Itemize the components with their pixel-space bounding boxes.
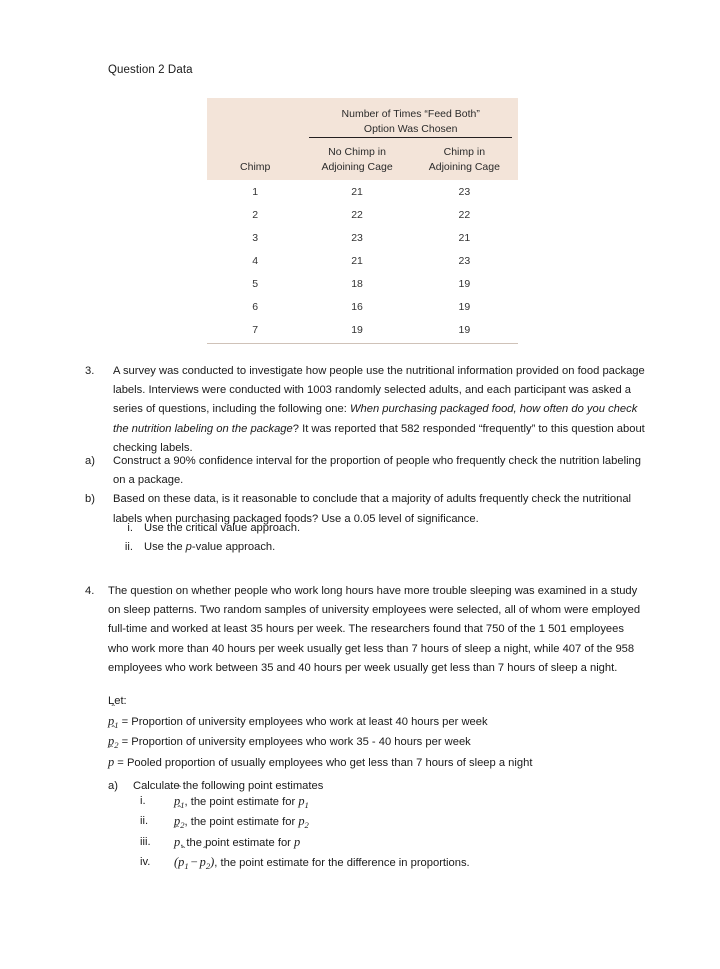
difference-expression: ( $p_1$ − $p_2$) <box>174 855 214 869</box>
let-label: Let: <box>108 695 127 707</box>
cell-no-chimp-adjoining: 21 <box>351 254 363 267</box>
p-hat-2-letter: p <box>108 734 115 748</box>
question-3-text <box>113 362 645 458</box>
table-row <box>207 272 518 295</box>
p-hat-1-symbol <box>174 792 185 812</box>
question-3-subpart-ii <box>104 538 649 557</box>
estimate-ii-text <box>174 812 660 832</box>
table-spanning-header-row <box>207 107 518 140</box>
p-hat-2-subscript: 2 <box>205 861 211 872</box>
table-row <box>207 249 518 272</box>
p-hat-2-letter: p <box>174 814 181 829</box>
estimate-ii-marker: ii. <box>140 815 149 828</box>
question-3-subpart-i-marker: i. <box>127 522 133 534</box>
cell-no-chimp-adjoining: 23 <box>351 231 363 244</box>
question-4-part-a-marker: a) <box>108 780 118 792</box>
spanning-header-line1: Number of Times “Feed Both” <box>341 108 480 120</box>
spanning-header-spacer <box>207 107 303 140</box>
p-1-letter: p <box>298 794 305 808</box>
p-hat-pooled-symbol <box>108 753 114 773</box>
question-3-subpart-ii-marker: ii. <box>124 541 133 554</box>
table-header-region <box>207 98 518 180</box>
cell-no-chimp-adjoining: 19 <box>351 323 363 336</box>
p-2-target <box>298 814 309 831</box>
spanning-header-rule <box>309 137 512 138</box>
column-header-no-chimp-adjoining <box>303 140 410 180</box>
p-hat-2-symbol: $p_2$ <box>199 855 211 872</box>
question-3-part-b-marker: b) <box>85 493 95 506</box>
page-title: Question 2 Data <box>108 64 193 76</box>
question-3-parts <box>85 452 645 529</box>
question-3 <box>85 362 645 458</box>
cell-chimp: 4 <box>252 254 259 267</box>
estimate-i-label: , the point estimate for <box>184 796 299 808</box>
p-2-letter: p <box>298 814 305 829</box>
question-3-part-a <box>85 452 645 490</box>
p-hat-2-subscript: 2 <box>114 740 119 750</box>
cell-chimp-adjoining: 21 <box>458 231 471 244</box>
p-hat-1-letter: p <box>108 713 115 728</box>
cell-chimp-adjoining: 19 <box>458 277 471 290</box>
question-4-definitions <box>108 692 668 773</box>
cell-chimp-adjoining: 23 <box>458 254 471 267</box>
estimate-iii <box>140 833 660 853</box>
p-hat-2-symbol <box>108 732 119 753</box>
question-4-text: The question on whether people who work long hours have more trouble sleeping was examined in a study on sleep patterns. Two random samples of university employees were selected, all of whom were employed full-time and worked at least 35 hours per week. The researchers found that 750 of the 1 501 employees who work more than 40 hours per week usually get less than 7 hours of sleep a night, while 407 of the 958 employees who work between 35 and 40 hours per week usually get less than 7 hours of sleep a night. <box>108 585 641 674</box>
estimate-iv-label: , the point estimate for the difference in proportions. <box>214 857 470 870</box>
spanning-header-line2: Option Was Chosen <box>363 122 458 135</box>
table-row <box>207 180 518 203</box>
cell-no-chimp-adjoining: 18 <box>351 277 363 290</box>
table-bottom-rule <box>207 343 518 344</box>
question-3-subparts <box>104 519 649 557</box>
cell-chimp: 2 <box>252 208 259 221</box>
cell-chimp: 5 <box>252 277 259 290</box>
cell-chimp: 1 <box>252 185 259 198</box>
p-target: p <box>294 834 301 849</box>
question-3-subpart-ii-after: -value approach. <box>191 541 276 554</box>
definition-p1-text: = Proportion of university employees who work at least 40 hours per week <box>118 715 488 728</box>
table-row <box>207 226 518 249</box>
definition-p-pooled <box>108 753 668 774</box>
cell-chimp-adjoining: 22 <box>458 208 471 221</box>
p-hat-1-subscript: 1 <box>184 861 189 872</box>
column-header-chimp: Chimp <box>240 160 271 173</box>
p-1-target <box>298 794 309 808</box>
question-3-part-a-marker: a) <box>85 455 95 467</box>
cell-chimp-adjoining: 19 <box>458 323 471 336</box>
estimate-ii-label: , the point estimate for <box>184 816 299 829</box>
question-3-subpart-ii-italic: p <box>185 541 192 554</box>
column-header-chimp-in-line2: Adjoining Cage <box>428 160 500 173</box>
definition-p2 <box>108 732 668 753</box>
table-row <box>207 318 518 341</box>
question-4-marker: 4. <box>85 585 95 597</box>
estimate-i-text <box>174 792 660 812</box>
p-hat-1-symbol: $p_1$ <box>178 855 189 872</box>
estimate-iv-marker: iv. <box>140 856 151 869</box>
question-3-part-a-text: Construct a 90% confidence interval for the proportion of people who frequently check the nutrition labeling on a package. <box>113 455 641 487</box>
cell-no-chimp-adjoining: 16 <box>351 300 363 313</box>
cell-no-chimp-adjoining: 22 <box>351 208 363 221</box>
chimp-data-table <box>207 98 518 344</box>
p-hat-2-symbol <box>174 812 185 832</box>
table-body <box>207 180 518 341</box>
cell-no-chimp-adjoining: 21 <box>351 185 363 198</box>
p-hat-1-subscript: 1 <box>114 719 119 730</box>
definition-p-pooled-text: = Pooled proportion of usually employees who get less than 7 hours of sleep a night <box>114 756 533 769</box>
estimate-iv-text <box>174 853 660 873</box>
question-3-part-b-text: Based on these data, is it reasonable to conclude that a majority of adults frequently check the nutritional labels when purchasing packaged foods? Use a 0.05 level of significance. <box>113 493 632 525</box>
question-3-subpart-i-text: Use the critical value approach. <box>144 522 301 534</box>
minus-sign-icon: − <box>190 855 198 870</box>
estimate-iii-marker: iii. <box>140 835 151 848</box>
p-hat-1-symbol <box>108 712 119 733</box>
p-hat-2-subscript: 2 <box>180 820 185 831</box>
question-3-subpart-ii-text <box>144 538 649 557</box>
table-column-header-row <box>207 140 518 180</box>
estimate-iii-label: , the point estimate for <box>180 836 295 849</box>
definition-p2-text: = Proportion of university employees who work 35 - 40 hours per week <box>118 736 471 748</box>
question-3-row <box>85 362 645 458</box>
estimate-iv <box>140 853 660 873</box>
p-2-subscript: 2 <box>304 820 309 831</box>
question-3-text-italic: When purchasing packaged food, how often do you check the nutrition labeling on the package <box>113 403 638 435</box>
table-header <box>207 107 518 180</box>
estimate-i <box>140 792 660 812</box>
table-row <box>207 295 518 318</box>
p-hat-pooled-symbol <box>174 833 180 852</box>
cell-chimp: 7 <box>252 323 259 336</box>
p-hat-pooled-letter: p <box>174 834 181 849</box>
definition-p1 <box>108 712 668 733</box>
question-3-marker: 3. <box>85 365 95 377</box>
column-header-no-chimp-line2: Adjoining Cage <box>321 160 393 173</box>
estimate-iii-text <box>174 833 660 853</box>
question-3-subpart-ii-before: Use the <box>144 541 186 554</box>
question-4 <box>85 582 645 678</box>
estimate-i-marker: i. <box>140 795 146 807</box>
cell-chimp-adjoining: 19 <box>458 300 471 313</box>
p-hat-pooled-letter: p <box>108 754 115 769</box>
question-4-row <box>85 582 645 678</box>
question-3-text-part1: A survey was conducted to investigate how people use the nutritional information provided on food package labels. Interviews were conducted with 1003 randomly selected adults, and each participant was asked a series of questions, including the following one: <box>113 365 645 416</box>
question-3-text-part2: ? It was reported that 582 responded “frequently” to this question about checking labels. <box>113 422 645 454</box>
question-3-subpart-i <box>104 519 649 538</box>
cell-chimp-adjoining: 23 <box>458 185 471 198</box>
p-hat-1-subscript: 1 <box>180 800 185 810</box>
estimate-ii <box>140 812 660 832</box>
p-hat-1-letter: p <box>174 794 181 808</box>
column-header-chimp-in-line1: Chimp in <box>443 146 486 158</box>
cell-chimp: 3 <box>252 231 259 244</box>
column-header-no-chimp-line1: No Chimp in <box>328 146 386 158</box>
spanning-header-cell <box>303 107 518 140</box>
cell-chimp: 6 <box>252 300 259 313</box>
question-4-part-a-text: Calculate the following point estimates <box>133 780 324 792</box>
question-4-estimates <box>140 792 660 874</box>
p-1-subscript: 1 <box>304 800 309 810</box>
table-row <box>207 203 518 226</box>
column-header-chimp-adjoining <box>411 140 518 180</box>
